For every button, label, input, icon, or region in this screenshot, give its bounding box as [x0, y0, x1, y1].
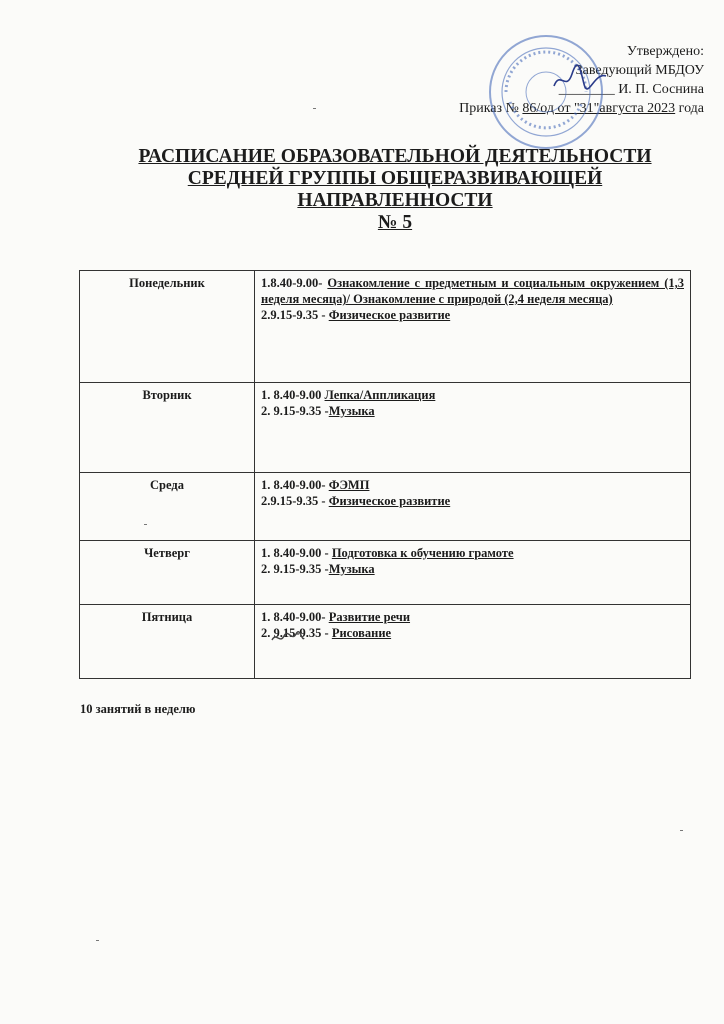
- lesson-time: 1. 8.40-9.00: [261, 388, 325, 402]
- order-prefix: Приказ №: [459, 101, 523, 116]
- scan-speck: [313, 108, 316, 109]
- lesson-subject: Рисование: [331, 626, 392, 640]
- day-cell: Пятница: [80, 605, 255, 679]
- lesson-subject: Лепка/Аппликация: [324, 388, 436, 402]
- lesson-subject: Музыка: [328, 404, 375, 418]
- lesson-item: [261, 545, 684, 561]
- lesson-item: [261, 275, 684, 307]
- lessons-cell: [255, 383, 691, 473]
- order-number: 86/од от "31"августа 2023: [522, 101, 676, 116]
- table-row: [80, 271, 691, 383]
- lesson-time: 1.8.40-9.00-: [261, 276, 328, 290]
- day-cell: Понедельник: [80, 271, 255, 383]
- table-row: [80, 541, 691, 605]
- lesson-subject: Подготовка к обучению грамоте: [331, 546, 514, 560]
- day-cell: Вторник: [80, 383, 255, 473]
- scan-speck: [96, 940, 99, 941]
- lesson-subject: Развитие речи: [328, 610, 411, 624]
- lessons-cell: [255, 271, 691, 383]
- lesson-subject: Ознакомление с предметным и социальным окружением (1,3 неделя месяца)/ Ознакомление с природой (2,4 неделя месяца): [261, 276, 684, 306]
- title-line-1: РАСПИСАНИЕ ОБРАЗОВАТЕЛЬНОЙ ДЕЯТЕЛЬНОСТИ: [138, 146, 652, 167]
- lesson-time: 2. 9.15-9.35 -: [261, 404, 329, 418]
- title-line-3: НАПРАВЛЕННОСТИ: [297, 190, 493, 211]
- lessons-cell: [255, 605, 691, 679]
- table-row: [80, 473, 691, 541]
- lesson-time: 2.9.15-9.35 -: [261, 494, 329, 508]
- approval-heading: Утверждено:: [626, 44, 704, 59]
- signature-blank: ________: [558, 82, 615, 97]
- day-cell: Четверг: [80, 541, 255, 605]
- lesson-time: 1. 8.40-9.00 -: [261, 546, 332, 560]
- lessons-cell: [255, 541, 691, 605]
- lesson-item: [261, 387, 684, 403]
- lesson-time: 1. 8.40-9.00-: [261, 610, 329, 624]
- title-line-4: № 5: [377, 212, 413, 233]
- title-line-2: СРЕДНЕЙ ГРУППЫ ОБЩЕРАЗВИВАЮЩЕЙ: [187, 168, 603, 189]
- order-suffix: года: [675, 101, 704, 116]
- lesson-item: [261, 493, 684, 509]
- lesson-item: [261, 477, 684, 493]
- lesson-subject: Музыка: [328, 562, 375, 576]
- document-title: [90, 146, 700, 234]
- lesson-item: [261, 625, 684, 641]
- lessons-per-week: 10 занятий в неделю: [80, 702, 196, 716]
- handwritten-signature: [550, 64, 610, 94]
- signatory-name: И. П. Соснина: [618, 82, 704, 97]
- day-cell: Среда: [80, 473, 255, 541]
- lesson-time: 2. 9.15-9.35 -: [261, 562, 329, 576]
- lesson-subject: Физическое развитие: [328, 494, 451, 508]
- lesson-time: 1. 8.40-9.00-: [261, 478, 329, 492]
- schedule-table: [79, 270, 691, 679]
- lesson-item: [261, 307, 684, 323]
- lessons-cell: [255, 473, 691, 541]
- ink-scribble: [270, 630, 306, 646]
- lesson-time: 2. 9.15-9.35 -: [261, 626, 332, 640]
- lesson-subject: ФЭМП: [328, 478, 370, 492]
- table-row: [80, 383, 691, 473]
- lesson-time: 2.9.15-9.35 -: [261, 308, 329, 322]
- lesson-item: [261, 561, 684, 577]
- lesson-item: [261, 609, 684, 625]
- scan-speck: [144, 524, 147, 525]
- approval-position: Заведующий МБДОУ: [575, 63, 704, 78]
- table-row: [80, 605, 691, 679]
- scan-speck: [680, 830, 683, 831]
- lesson-item: [261, 403, 684, 419]
- lesson-subject: Физическое развитие: [328, 308, 451, 322]
